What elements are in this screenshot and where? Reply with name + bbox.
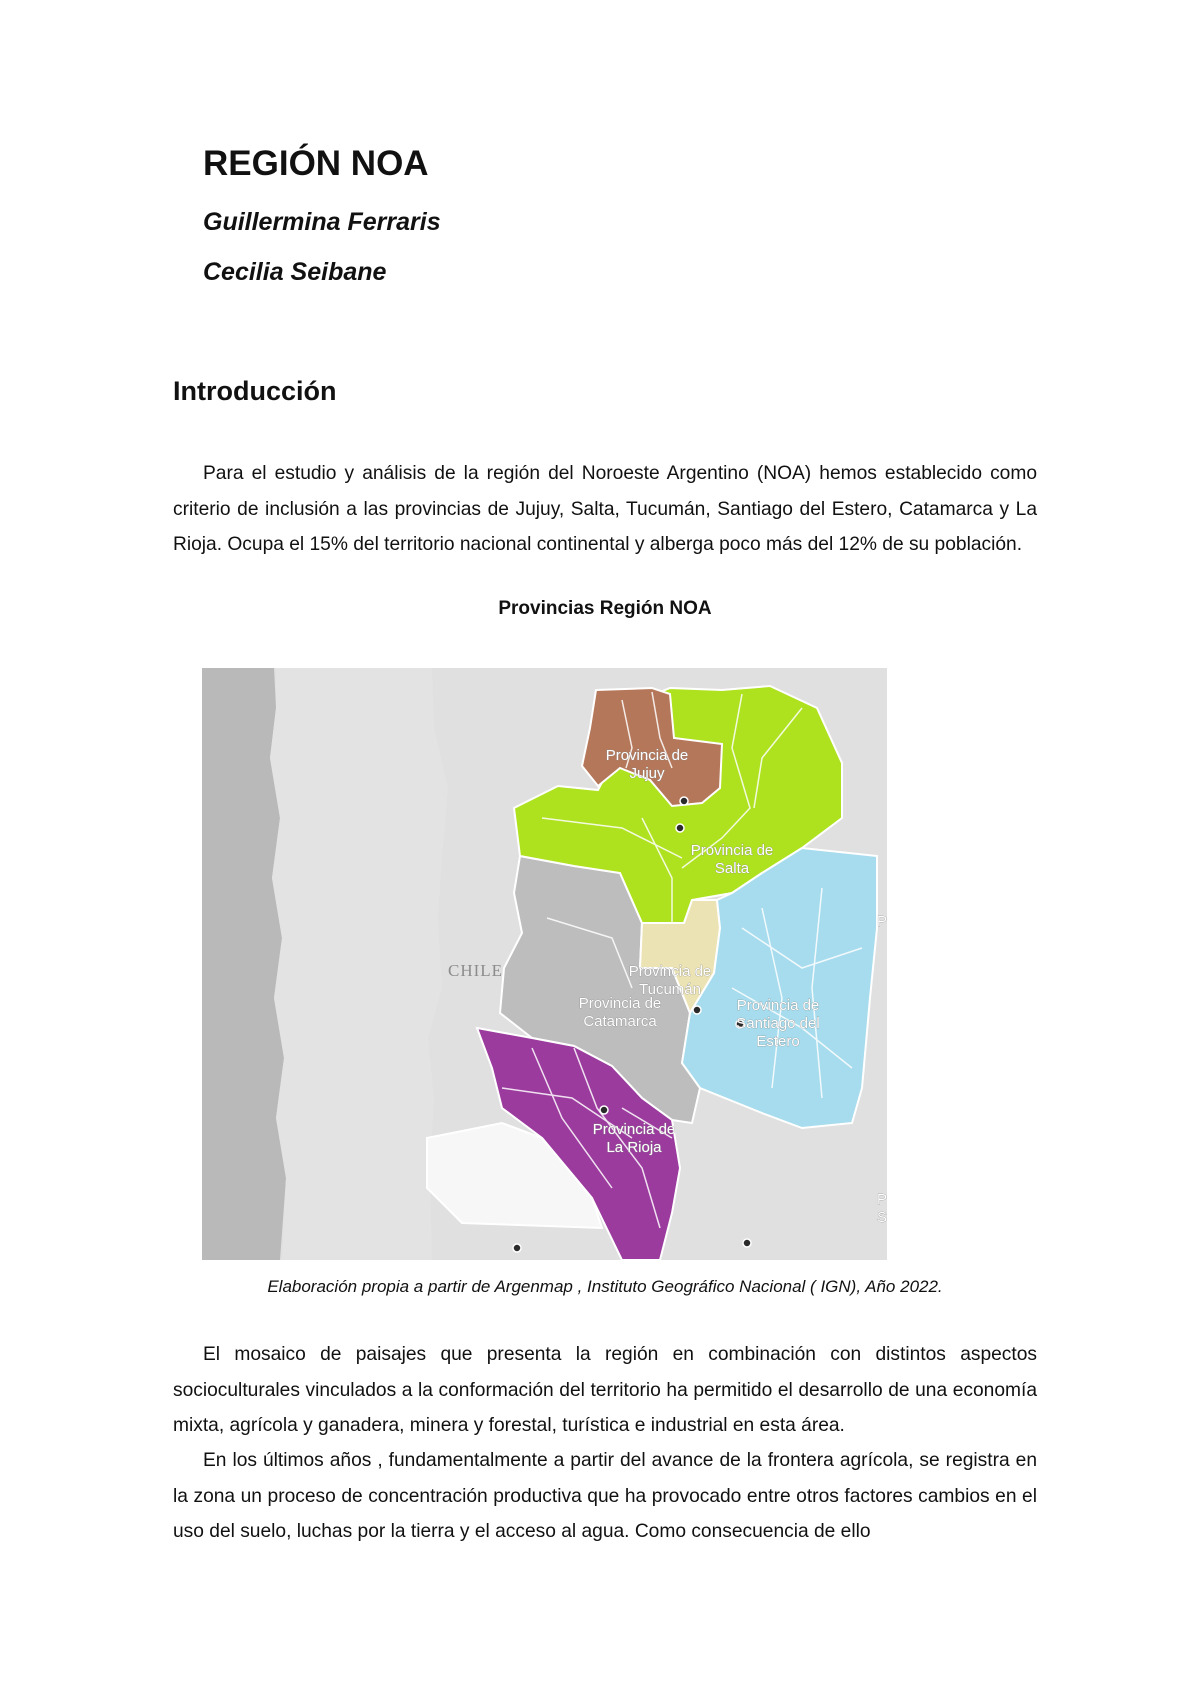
label-santiago-l3: Estero [756,1033,800,1050]
figure-title: Provincias Región NOA [498,598,712,619]
label-catamarca-l1: Provincia de [578,995,662,1012]
body-paragraph-2: El mosaico de paisajes que presenta la región en combinación con distintos aspectos socioculturales vinculados a la conformación del territorio ha permitido el desarrollo de una economía mixta, agrícola y ganadera, minera y forestal, turística e industrial en esta área. [173,1344,1037,1437]
section-heading-introduction: Introducción [173,376,337,406]
label-jujuy-l1: Provincia de [605,747,689,764]
chile-land [270,668,448,1260]
author-1: Guillermina Ferraris [203,208,441,236]
label-jujuy-l2: Jujuy [629,765,665,782]
label-catamarca-l2: Catamarca [583,1013,657,1030]
document-title: REGIÓN NOA [203,144,429,183]
noa-provinces-map [202,668,887,1260]
map-svg [202,668,887,1260]
label-tucuman-l2: Tucumán [639,981,701,998]
label-salta-l1: Provincia de [690,842,774,859]
body-paragraph-3: En los últimos años , fundamentalmente a partir del avance de la frontera agrícola, se registra en la zona un proceso de concentración productiva que ha provocado entre otros factores cambios en el uso del suelo, luchas por la tierra y el acceso al agua. Como consecuencia de ello [173,1450,1037,1543]
figure-source: Elaboración propia a partir de Argenmap , Instituto Geográfico Nacional ( IGN), Año 2022. [267,1277,943,1296]
edge-label-3: S [876,1209,887,1226]
label-tucuman-l1: Provincia de [628,963,712,980]
label-la-rioja-l1: Provincia de [592,1121,676,1138]
label-santiago-l1: Provincia de [736,997,820,1014]
edge-label-2: P [876,1191,887,1208]
author-2: Cecilia Seibane [203,258,387,286]
label-salta-l2: Salta [714,860,750,877]
label-la-rioja-l2: La Rioja [606,1139,662,1156]
edge-label-1: P [876,913,887,930]
intro-paragraph: Para el estudio y análisis de la región del Noroeste Argentino (NOA) hemos establecido como criterio de inclusión a las provincias de Jujuy, Salta, Tucumán, Santiago del Estero, Catamarca y La Rioja. Ocupa el 15% del territorio nacional continental y alberga poco más del 12% de su población. [173,463,1037,556]
label-santiago-l2: Santiago del [736,1015,820,1032]
country-label-chile: CHILE [448,961,504,980]
